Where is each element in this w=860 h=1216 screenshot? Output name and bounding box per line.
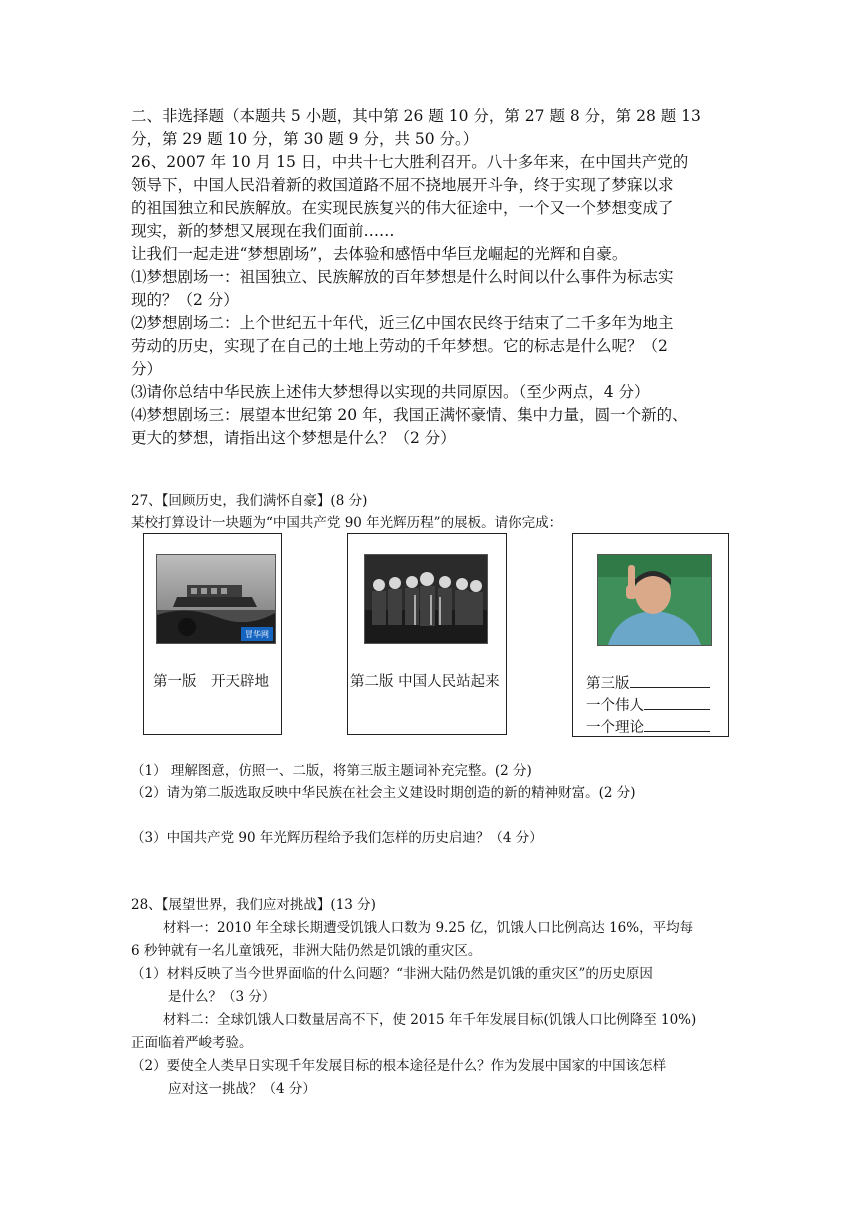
section-header-line-1: 二、非选择题（本题共 5 小题，其中第 26 题 10 分，第 27 题 8 分，第 28 题 13 — [131, 107, 701, 125]
panel-3-label-leader: 一个伟人 — [586, 698, 644, 714]
q26-line-12: ⑷梦想剧场三：展望本世纪第 20 年，我国正满怀豪情、集中力量，圆一个新的、 — [131, 406, 688, 424]
q26-line-6: ⑴梦想剧场一：祖国独立、民族解放的百年梦想是什么时间以什么事件为标志实 — [131, 268, 674, 286]
q28-material-2-line-1: 材料二：全球饥饿人口数量居高不下，使 2015 年千年发展目标(饥饿人口比例降至 10%) — [163, 1012, 697, 1028]
panel-3-row-1 — [586, 672, 710, 693]
q28-material-1-line-2: 6 秒钟就有一名儿童饿死，非洲大陆仍然是饥饿的重灾区。 — [131, 943, 482, 959]
exhibit-panel-2 — [347, 533, 507, 735]
q28-title: 28、【展望世界，我们应对挑战】(13 分) — [131, 897, 376, 913]
q28-material-2-line-2: 正面临着严峻考验。 — [131, 1035, 253, 1051]
q27-title: 27、【回顾历史，我们满怀自豪】(8 分) — [131, 493, 368, 509]
q28-item-1-line-2: 是什么？（3 分） — [168, 989, 276, 1005]
q28-material-1-line-1: 材料一：2010 年全球长期遭受饥饿人口数为 9.25 亿，饥饿人口比例高达 16%，平均每 — [163, 920, 694, 936]
panel-3-label-theory: 一个理论 — [586, 720, 644, 736]
q28-item-1-line-1: （1）材料反映了当今世界面临的什么问题？“非洲大陆仍然是饥饿的重灾区”的历史原因 — [131, 966, 653, 982]
q27-item-2: （2）请为第二版选取反映中华民族在社会主义建设时期创造的新的精神财富。(2 分) — [131, 785, 636, 801]
fill-in-blank-leader[interactable] — [644, 694, 710, 710]
q26-line-8: ⑵梦想剧场二：上个世纪五十年代，近三亿中国农民终于结束了二千多年为地主 — [131, 314, 674, 332]
q26-line-13: 更大的梦想，请指出这个梦想是什么？（2 分） — [131, 429, 456, 447]
fill-in-blank-theory[interactable] — [644, 716, 710, 732]
panel-3-row-2 — [586, 694, 710, 715]
q26-line-10: 分） — [131, 360, 163, 378]
fill-in-blank-edition[interactable] — [630, 672, 710, 688]
q27-intro: 某校打算设计一块题为“中国共产党 90 年光辉历程”的展板。请你完成： — [131, 515, 563, 531]
q28-item-2-line-1: （2）要使全人类早日实现千年发展目标的根本途径是什么？作为发展中国家的中国该怎样 — [131, 1058, 667, 1074]
q27-item-3: （3）中国共产党 90 年光辉历程给予我们怎样的历史启迪？（4 分） — [131, 830, 543, 846]
q26-line-11: ⑶请你总结中华民族上述伟大梦想得以实现的共同原因。（至少两点，4 分） — [131, 383, 650, 401]
founding-ceremony-photo — [364, 554, 488, 644]
panel-3-label-edition: 第三版 — [586, 676, 630, 692]
q26-line-4: 现实，新的梦想又展现在我们面前…… — [131, 222, 395, 240]
exhibit-panel-3 — [572, 533, 729, 737]
q28-item-2-line-2: 应对这一挑战？（4 分） — [168, 1081, 316, 1097]
q26-line-1: 26、2007 年 10 月 15 日，中共十七大胜利召开。八十多年来，在中国共产党的 — [131, 153, 689, 171]
q26-line-7: 现的？（2 分） — [131, 291, 239, 309]
section-header-line-2: 分，第 29 题 10 分，第 30 题 9 分，共 50 分。） — [131, 130, 479, 148]
panel-2-caption: 第二版 中国人民站起来 — [350, 674, 500, 690]
panel-1-caption: 第一版 开天辟地 — [153, 674, 269, 690]
q27-item-1: （1） 理解图意，仿照一、二版，将第三版主题词补充完整。(2 分) — [131, 763, 532, 779]
leader-portrait-photo — [597, 554, 712, 646]
q26-line-5: 让我们一起走进“梦想剧场”，去体验和感悟中华巨龙崛起的光辉和自豪。 — [131, 245, 628, 263]
red-boat-photo — [156, 554, 276, 644]
q26-line-9: 劳动的历史，实现了在自己的土地上劳动的千年梦想。它的标志是什么呢？（2 — [131, 337, 668, 355]
panel-3-row-3 — [586, 716, 710, 737]
exhibit-panel-1 — [143, 533, 282, 735]
q26-line-3: 的祖国独立和民族解放。在实现民族复兴的伟大征途中，一个又一个梦想变成了 — [131, 199, 674, 217]
photo-watermark: 冒华网 — [245, 630, 269, 639]
q26-line-2: 领导下，中国人民沿着新的救国道路不屈不挠地展开斗争，终于实现了梦寐以求 — [131, 176, 674, 194]
